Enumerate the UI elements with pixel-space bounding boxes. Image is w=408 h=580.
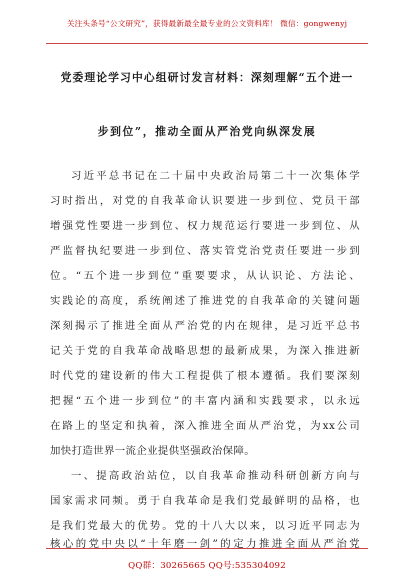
body-line: 增强党性要进一步到位、权力规范运行要进一步到位、从 <box>50 220 360 232</box>
body-line: 深刻揭示了推进全面从严治党的内在规律，是习近平总书 <box>50 320 360 332</box>
body-line: 把握“五个进一步到位”的丰富内涵和实践要求，以永远 <box>50 395 360 407</box>
footer-divider <box>46 548 368 549</box>
body-line: 位。“五个进一步到位”重要要求，从认识论、方法论、 <box>50 270 360 282</box>
body-line: 实践论的高度，系统阐述了推进党的自我革命的关键问题 <box>50 295 360 307</box>
body-line: 时代党的建设新的伟大工程提供了根本遵循。我们要深刻 <box>50 370 360 382</box>
body-line: 加快打造世界一流企业提供坚强政治保障。 <box>50 445 256 457</box>
header-divider <box>46 43 368 44</box>
header-banner: 关注头条号“公文研究”，获得最新最全最专业的公文资料库！ 微信：gongwenyj <box>66 19 348 28</box>
footer-contact: QQ群：30265665 QQ号:535304092 <box>128 561 286 571</box>
document-title-line-2: 步到位”，推动全面从严治党向纵深发展 <box>97 125 317 138</box>
body-line: 是我们党最大的优势。党的十八大以来，以习近平同志为 <box>50 520 360 532</box>
body-line: 在路上的坚定和执着，深入推进全面从严治党，为xx公司 <box>50 420 360 432</box>
document-title-line-1: 党委理论学习中心组研讨发言材料：深刻理解“五个进一 <box>60 71 354 84</box>
body-line: 习近平总书记在二十届中央政治局第二十一次集体学 <box>71 170 360 182</box>
body-line: 记关于党的自我革命战略思想的最新成果，为深入推进新 <box>50 345 360 357</box>
body-line: 习时指出，对党的自我革命认识要进一步到位、党员干部 <box>50 195 360 207</box>
body-line: 严监督执纪要进一步到位、落实管党治党责任要进一步到 <box>50 245 360 257</box>
body-line: 国家需求同频。勇于自我革命是我们党最鲜明的品格，也 <box>50 495 360 507</box>
body-line: 一、提高政治站位，以自我革命推动科研创新方向与 <box>71 470 360 482</box>
body-line: 核心的党中央以“十年磨一剑”的定力推进全面从严治党 <box>50 538 360 550</box>
